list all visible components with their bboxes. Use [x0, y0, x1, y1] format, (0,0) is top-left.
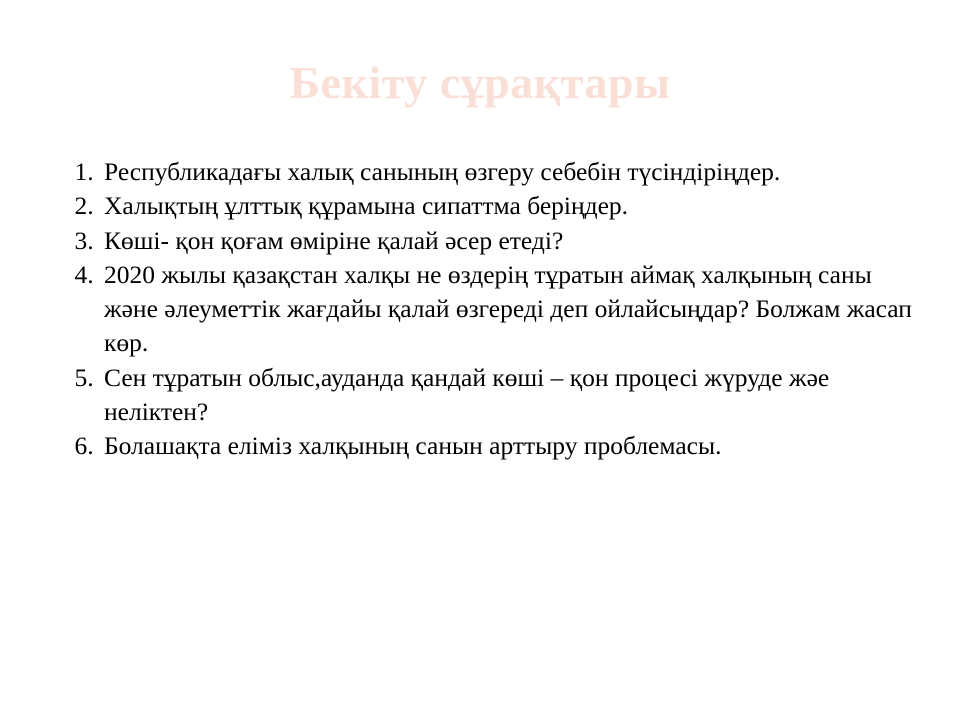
list-item: 5. Сен тұратын облыс,ауданда қандай көші – қон процесі жүруде жәе неліктен? [100, 361, 912, 430]
questions-list [62, 155, 912, 464]
list-item: 4. 2020 жылы қазақстан халқы не өздерің тұратын аймақ халқының саны және әлеуметтік жағдайы қалай өзгереді деп ойлайсыңдар? Болжам жасап көр. [100, 258, 912, 361]
list-item: 1. Республикадағы халық санының өзгеру себебін түсіндіріңдер. [100, 155, 912, 189]
list-item: 2. Халықтың ұлттық құрамына сипаттма беріңдер. [100, 189, 912, 223]
page-title: Бекіту сұрақтары [289, 57, 671, 108]
list-item: 6. Болашақта еліміз халқының санын арттыру проблемасы. [100, 429, 912, 463]
questions-section [62, 155, 912, 464]
list-item: 3. Көші- қон қоғам өміріне қалай әсер етеді? [100, 224, 912, 258]
